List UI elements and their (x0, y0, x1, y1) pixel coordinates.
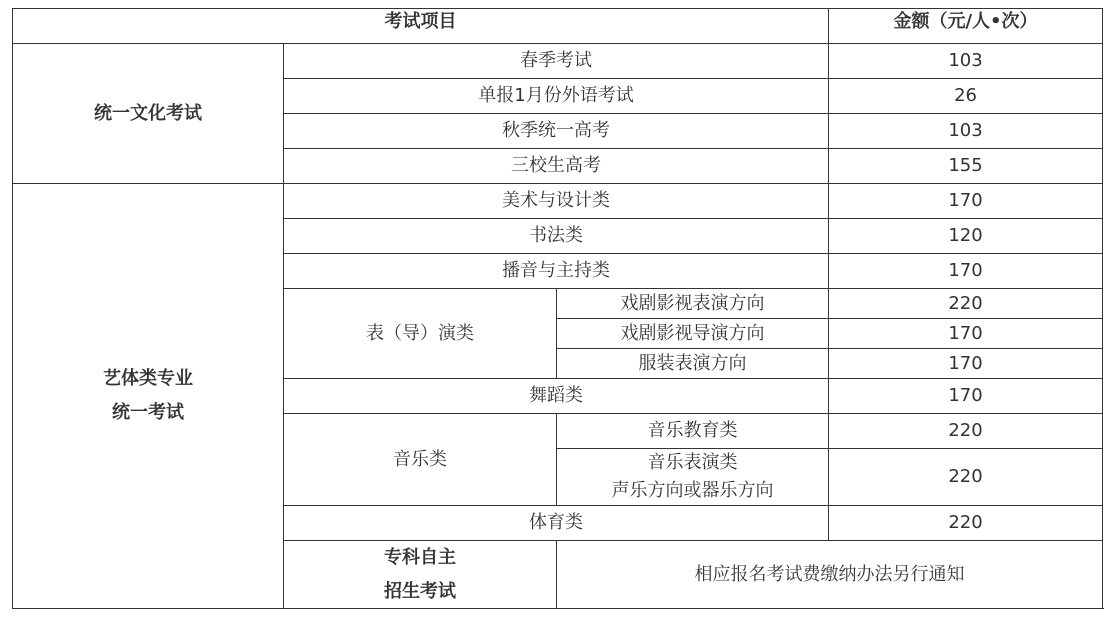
exam-name: 春季考试 (284, 44, 829, 79)
exam-amount: 103 (829, 114, 1103, 149)
exam-subname-line2: 声乐方向或器乐方向 (611, 480, 774, 501)
exam-amount: 120 (829, 219, 1103, 254)
exam-name: 体育类 (284, 506, 829, 541)
exam-amount: 220 (829, 414, 1103, 449)
exam-name: 三校生高考 (284, 149, 829, 184)
category-vocational-line2: 招生考试 (384, 580, 456, 602)
vocational-note: 相应报名考试费缴纳办法另行通知 (557, 541, 1103, 609)
exam-name: 单报1月份外语考试 (284, 79, 829, 114)
exam-amount: 170 (829, 184, 1103, 219)
category-vocational-line1: 专科自主 (384, 546, 456, 568)
table-row (13, 184, 1103, 219)
header-exam-item: 考试项目 (13, 9, 829, 44)
exam-amount: 170 (829, 319, 1103, 349)
exam-amount: 220 (829, 449, 1103, 506)
exam-amount: 170 (829, 379, 1103, 414)
category-art-sports (13, 184, 284, 609)
exam-name: 书法类 (284, 219, 829, 254)
category-unified-culture: 统一文化考试 (13, 44, 284, 184)
exam-subname: 音乐教育类 (557, 414, 829, 449)
header-amount: 金额（元/人•次） (829, 9, 1103, 44)
exam-amount: 170 (829, 349, 1103, 379)
category-art-sports-line1: 艺体类专业 (103, 368, 193, 389)
exam-amount: 155 (829, 149, 1103, 184)
exam-amount: 220 (829, 506, 1103, 541)
exam-subname-line1: 音乐表演类 (647, 452, 738, 473)
category-vocational (284, 541, 557, 609)
category-art-sports-line2: 统一考试 (112, 402, 184, 423)
table-header-row (13, 9, 1103, 44)
exam-amount: 26 (829, 79, 1103, 114)
exam-subname: 戏剧影视导演方向 (557, 319, 829, 349)
exam-name: 美术与设计类 (284, 184, 829, 219)
exam-subname: 戏剧影视表演方向 (557, 289, 829, 319)
table-row (13, 44, 1103, 79)
exam-group-music: 音乐类 (284, 414, 557, 506)
exam-name: 播音与主持类 (284, 254, 829, 289)
exam-amount: 170 (829, 254, 1103, 289)
exam-name: 秋季统一高考 (284, 114, 829, 149)
exam-group-performance: 表（导）演类 (284, 289, 557, 379)
exam-subname-music-performance (557, 449, 829, 506)
exam-name: 舞蹈类 (284, 379, 829, 414)
exam-amount: 103 (829, 44, 1103, 79)
exam-amount: 220 (829, 289, 1103, 319)
exam-subname: 服装表演方向 (557, 349, 829, 379)
exam-fee-table (12, 8, 1103, 609)
